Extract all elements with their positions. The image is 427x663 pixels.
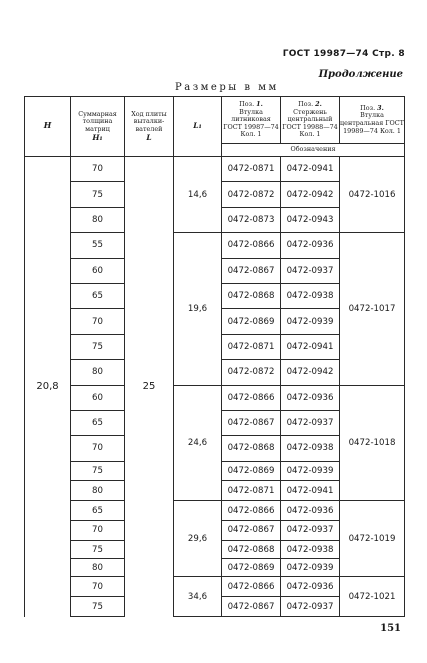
cell-pos2: 0472-0939 [281,461,340,481]
cell-total-thickness: 80 [71,360,125,385]
cell-pos2: 0472-0936 [281,233,340,258]
page-number: 151 [380,623,401,634]
header-stroke: Ход плиты выталки-вателей L [125,97,174,157]
cell-pos2: 0472-0942 [281,360,340,385]
cell-pos1: 0472-0871 [222,481,281,501]
cell-pos2: 0472-0938 [281,436,340,461]
cell-pos2: 0472-0938 [281,283,340,308]
cell-pos2: 0472-0936 [281,501,340,521]
cell-total-thickness: 75 [71,540,125,558]
cell-total-thickness: 80 [71,481,125,501]
cell-pos1: 0472-0866 [222,501,281,521]
cell-total-thickness: 65 [71,283,125,308]
cell-pos2: 0472-0939 [281,309,340,334]
header-pos1: Поз. 1. Втулка литниковая ГОСТ 19987—74 Кол. 1 [222,97,281,144]
cell-pos1: 0472-0871 [222,334,281,359]
cell-pos2: 0472-0941 [281,334,340,359]
cell-total-thickness: 75 [71,334,125,359]
dimensions-table [24,96,405,617]
cell-pos2: 0472-0939 [281,559,340,577]
cell-pos2: 0472-0941 [281,481,340,501]
cell-total-thickness: 80 [71,559,125,577]
header-pos2: Поз. 2. Стержень центральный ГОСТ 19988—74 Кол. 1 [281,97,340,144]
cell-total-thickness: 55 [71,233,125,258]
cell-pos2: 0472-0942 [281,182,340,207]
cell-total-thickness: 70 [71,577,125,597]
table-row [25,157,405,182]
cell-l1: 29,6 [174,501,222,577]
cell-total-thickness: 70 [71,157,125,182]
document-reference: ГОСТ 19987—74 Стр. 8 [282,49,405,59]
cell-pos2: 0472-0937 [281,597,340,617]
cell-l1: 19,6 [174,233,222,385]
table-row [25,501,405,521]
cell-pos2: 0472-0938 [281,540,340,558]
continuation-label: Продолжение [318,69,403,80]
cell-pos1: 0472-0867 [222,258,281,283]
cell-pos1: 0472-0866 [222,577,281,597]
cell-pos1: 0472-0867 [222,521,281,541]
header-h: H [25,97,71,157]
cell-pos1: 0472-0872 [222,360,281,385]
cell-total-thickness: 60 [71,258,125,283]
cell-total-thickness: 75 [71,461,125,481]
cell-pos2: 0472-0936 [281,577,340,597]
cell-pos2: 0472-0937 [281,258,340,283]
header-l1: L₁ [174,97,222,157]
cell-pos1: 0472-0872 [222,182,281,207]
cell-total-thickness: 80 [71,207,125,232]
cell-pos1: 0472-0868 [222,540,281,558]
cell-pos1: 0472-0873 [222,207,281,232]
cell-pos1: 0472-0869 [222,559,281,577]
cell-pos1: 0472-0866 [222,385,281,410]
cell-pos1: 0472-0869 [222,309,281,334]
cell-l1: 24,6 [174,385,222,501]
cell-total-thickness: 75 [71,597,125,617]
header-designation: Обозначения [222,144,405,157]
cell-pos2: 0472-0937 [281,410,340,435]
cell-pos1: 0472-0867 [222,597,281,617]
cell-total-thickness: 70 [71,309,125,334]
table-row [25,577,405,597]
cell-total-thickness: 70 [71,436,125,461]
sizes-caption: Размеры в мм [175,82,279,93]
cell-pos1: 0472-0867 [222,410,281,435]
cell-l1: 14,6 [174,157,222,233]
cell-pos2: 0472-0937 [281,521,340,541]
cell-pos1: 0472-0866 [222,233,281,258]
header-pos3: Поз. 3. Втулка центральная ГОСТ 19989—74 Кол. 1 [340,97,405,144]
table-row [25,385,405,410]
cell-l1: 34,6 [174,577,222,617]
table-body [25,157,405,617]
cell-h: 20,8 [25,157,71,617]
cell-total-thickness: 75 [71,182,125,207]
header-total-thickness: Суммарная толщина матриц H₁ [71,97,125,157]
cell-pos1: 0472-0868 [222,283,281,308]
cell-pos3: 0472-1019 [340,501,405,577]
cell-pos2: 0472-0936 [281,385,340,410]
cell-pos3: 0472-1021 [340,577,405,617]
cell-pos1: 0472-0871 [222,157,281,182]
cell-total-thickness: 70 [71,521,125,541]
table-header [25,97,405,157]
cell-total-thickness: 65 [71,501,125,521]
cell-stroke: 25 [125,157,174,617]
cell-pos2: 0472-0941 [281,157,340,182]
cell-total-thickness: 60 [71,385,125,410]
table-row [25,233,405,258]
cell-pos1: 0472-0868 [222,436,281,461]
cell-pos3: 0472-1017 [340,233,405,385]
cell-total-thickness: 65 [71,410,125,435]
cell-pos3: 0472-1018 [340,385,405,501]
cell-pos1: 0472-0869 [222,461,281,481]
cell-pos2: 0472-0943 [281,207,340,232]
cell-pos3: 0472-1016 [340,157,405,233]
